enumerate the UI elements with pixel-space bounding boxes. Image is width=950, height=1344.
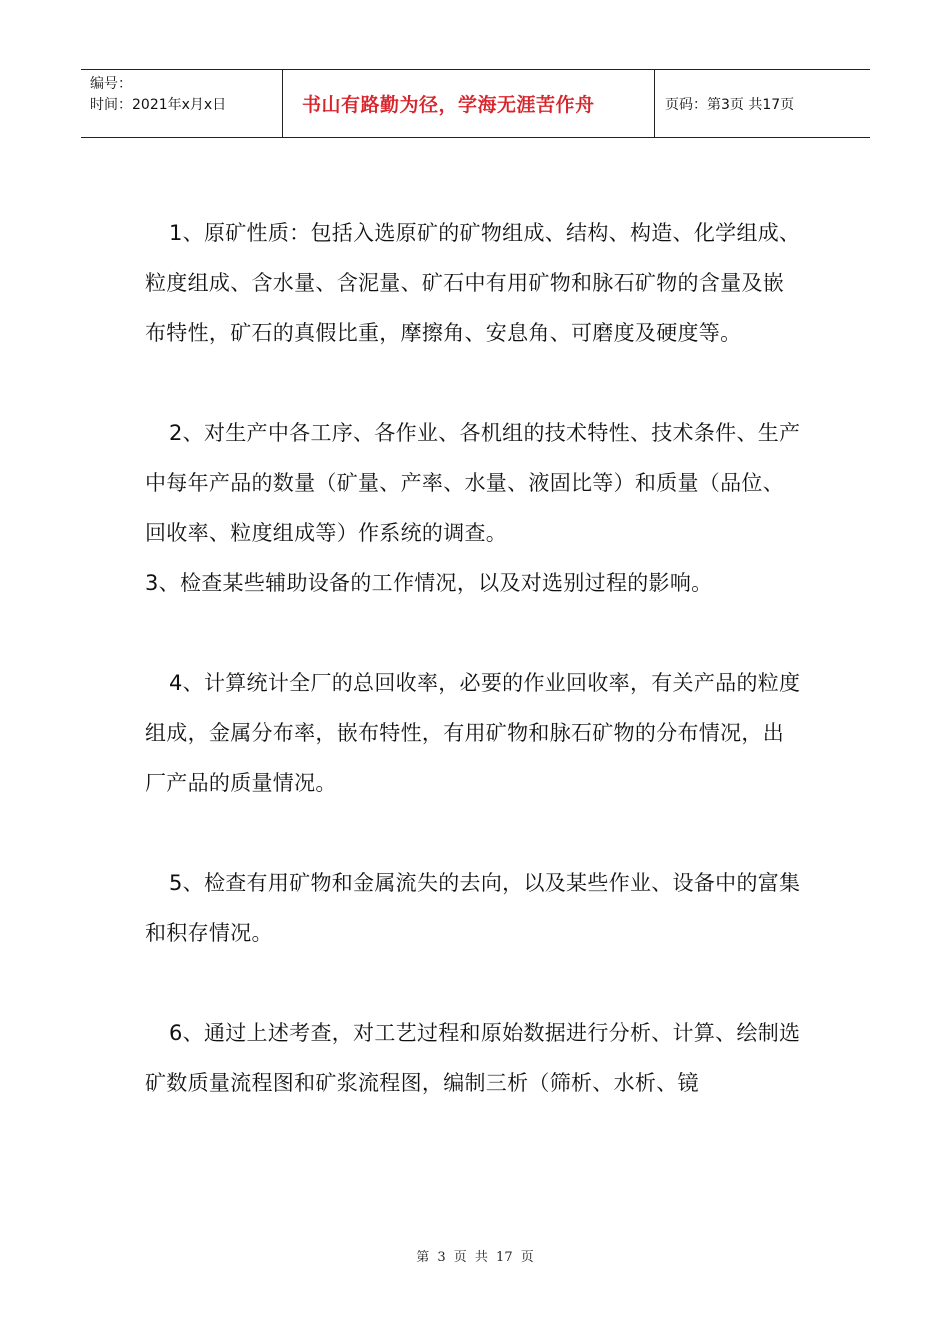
paragraph-3: 3、检查某些辅助设备的工作情况，以及对选别过程的影响。 [145,571,713,595]
paragraph-2: 2、对生产中各工序、各作业、各机组的技术特性、技术条件、生产中每年产品的数量（矿量、产率、水量、液固比等）和质量（品位、回收率、粒度组成等）作系统的调查。 [145,421,801,545]
header-page-info [655,70,870,137]
page-footer [0,1246,950,1265]
document-body [145,208,805,1108]
paragraph-5: 5、检查有用矿物和金属流失的去向，以及某些作业、设备中的富集和积存情况。 [145,871,801,945]
number-label: 编号： [90,76,132,92]
page-info-text: 页码：第3页 共17页 [665,96,795,113]
paragraph-1: 1、原矿性质：包括入选原矿的矿物组成、结构、构造、化学组成、粒度组成、含水量、含泥量、矿石中有用矿物和脉石矿物的含量及嵌布特性，矿石的真假比重，摩擦角、安息角、可磨度及硬度等。 [145,221,801,345]
date-label: 时间：2021年x月x日 [90,97,227,113]
header-meta [81,70,282,137]
document-header [81,69,870,138]
motto-text: 书山有路勤为径，学海无涯苦作舟 [302,94,595,116]
footer-page-number: 第 3 页 共 17 页 [416,1250,534,1265]
paragraph-4: 4、计算统计全厂的总回收率，必要的作业回收率，有关产品的粒度组成，金属分布率，嵌布特性，有用矿物和脉石矿物的分布情况，出厂产品的质量情况。 [145,671,801,795]
header-motto [282,70,655,137]
paragraph-6: 6、通过上述考查，对工艺过程和原始数据进行分析、计算、绘制选矿数质量流程图和矿浆流程图，编制三析（筛析、水析、镜 [145,1021,801,1095]
